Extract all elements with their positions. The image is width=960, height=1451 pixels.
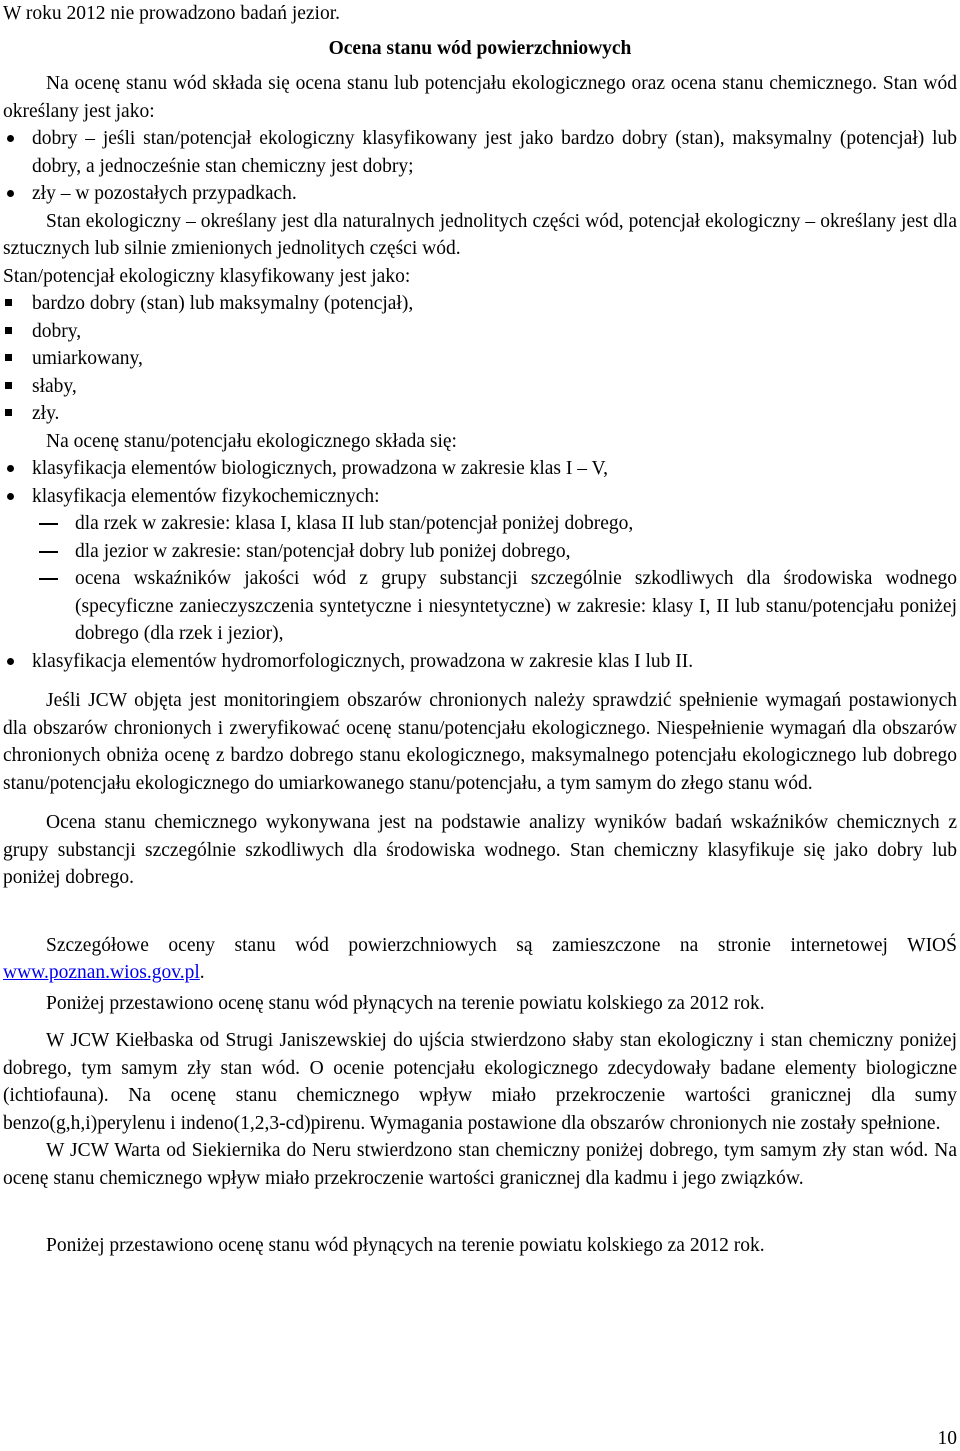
bullet-icon xyxy=(7,465,14,472)
square-bullet-icon xyxy=(5,354,12,361)
intro-line: W roku 2012 nie prowadzono badań jezior. xyxy=(3,3,341,24)
paragraph-summary-closing: Poniżej przestawiono ocenę stanu wód płynących na terenie powiatu kolskiego za 2012 rok. xyxy=(46,1235,765,1256)
paragraph-warta: W JCW Warta od Siekiernika do Neru stwierdzono stan chemiczny poniżej dobrego, tym samym zły stan wód. Na ocenę stanu chemicznego wpływ miało przekroczenie wartości granicznej dla kadmu i jego związków. xyxy=(3,1140,957,1189)
square-bullet-icon xyxy=(5,299,12,306)
list-item: bardzo dobry (stan) lub maksymalny (potencjał), xyxy=(3,290,957,318)
list-item: zły. xyxy=(3,400,957,428)
bullet-icon xyxy=(7,658,14,665)
paragraph-chemical-state: Ocena stanu chemicznego wykonywana jest na podstawie analizy wyników badań wskaźników chemicznych z grupy substancji szczególnie szkodliwych dla środowiska wodnego. Stan chemiczny klasyfikuje się jako dobry lub poniżej dobrego. xyxy=(3,812,957,888)
list-item: umiarkowany, xyxy=(3,345,957,373)
square-bullet-icon xyxy=(5,327,12,334)
list-item: klasyfikacja elementów hydromorfologicznych, prowadzona w zakresie klas I lub II. xyxy=(3,648,957,676)
paragraph-details: Szczegółowe oceny stanu wód powierzchniowych są zamieszczone na stronie internetowej WIOŚ www.poznan.wios.gov.pl. xyxy=(3,934,957,983)
sub-list-item: ocena wskaźników jakości wód z grupy substancji szczególnie szkodliwych dla środowiska wodnego (specyficzne zanieczyszczenia syntetyczne i niesyntetyczne) w zakresie: klasy I, II lub stanu/potencjału poniżej dobrego (dla rzek i jezior), xyxy=(3,565,957,648)
paragraph-classification: Stan/potencjał ekologiczny klasyfikowany jest jako: xyxy=(3,265,411,287)
page-number: 10 xyxy=(937,1428,957,1449)
assessment-list-continued xyxy=(3,648,957,676)
list-item: słaby, xyxy=(3,373,957,401)
list-item: klasyfikacja elementów biologicznych, prowadzona w zakresie klas I – V, xyxy=(3,455,957,483)
bullet-icon xyxy=(7,493,14,500)
section-heading: Ocena stanu wód powierzchniowych xyxy=(328,37,632,59)
assessment-list xyxy=(3,455,957,510)
paragraph-protected-areas: Jeśli JCW objęta jest monitoringiem obszarów chronionych należy sprawdzić spełnienie wymagań postawionych dla obszarów chronionych i zweryfikować ocenę stanu/potencjału ekologicznego. Niespełnienie wymagań dla obszarów chronionych obniża ocenę z bardzo dobrego stanu ekologicznego, maksymalnego potencjału ekologicznego lub dobrego stanu/potencjału ekologicznego do umiarkowanego stanu/potencjału, a tym samym do złego stanu wód. xyxy=(3,690,957,794)
sub-list-item: dla jezior w zakresie: stan/potencjał dobry lub poniżej dobrego, xyxy=(3,538,957,566)
paragraph-ecological-state: Stan ekologiczny – określany jest dla naturalnych jednolitych części wód, potencjał ekologiczny – określany jest dla sztucznych lub silnie zmienionych jednolitych części wód. xyxy=(3,210,957,259)
list-item: zły – w pozostałych przypadkach. xyxy=(3,180,957,208)
physicochemical-sub-list xyxy=(3,510,957,648)
paragraph-assessment: Na ocenę stanu/potencjału ekologicznego składa się: xyxy=(46,430,457,452)
sub-list-item: dla rzek w zakresie: klasa I, klasa II lub stan/potencjał poniżej dobrego, xyxy=(3,510,957,538)
list-item: dobry, xyxy=(3,318,957,346)
document-page xyxy=(3,0,957,1260)
square-bullet-icon xyxy=(5,382,12,389)
list-item: klasyfikacja elementów fizykochemicznych: xyxy=(3,483,957,511)
dash-icon xyxy=(39,523,58,525)
paragraph-kielbaska: W JCW Kiełbaska od Strugi Janiszewskiej do ujścia stwierdzono słaby stan ekologiczny i stan chemiczny poniżej dobrego, tym samym zły stan wód. O ocenie potencjału ekologicznego zdecydowały badane elementy biologiczne (ichtiofauna). Na ocenę stanu chemicznego wpływ miało przekroczenie wartości granicznej dla sumy benzo(g,h,i)perylenu i indeno(1,2,3-cd)pirenu. Wymagania postawione dla obszarów chronionych nie zostały spełnione. xyxy=(3,1030,957,1134)
dash-icon xyxy=(39,551,58,553)
class-list xyxy=(3,290,957,428)
square-bullet-icon xyxy=(5,409,12,416)
paragraph-intro: Na ocenę stanu wód składa się ocena stanu lub potencjału ekologicznego oraz ocena stanu chemicznego. Stan wód określany jest jako: xyxy=(3,73,957,122)
dash-icon xyxy=(39,578,58,580)
paragraph-summary-intro: Poniżej przestawiono ocenę stanu wód płynących na terenie powiatu kolskiego za 2012 rok. xyxy=(46,992,765,1014)
bullet-icon xyxy=(7,135,14,142)
bullet-icon xyxy=(7,190,14,197)
list-item: dobry – jeśli stan/potencjał ekologiczny klasyfikowany jest jako bardzo dobry (stan), maksymalny (potencjał) lub dobry, a jednocześnie stan chemiczny jest dobry; xyxy=(3,125,957,180)
state-list xyxy=(3,125,957,208)
wios-website-link[interactable]: www.poznan.wios.gov.pl xyxy=(3,962,200,983)
